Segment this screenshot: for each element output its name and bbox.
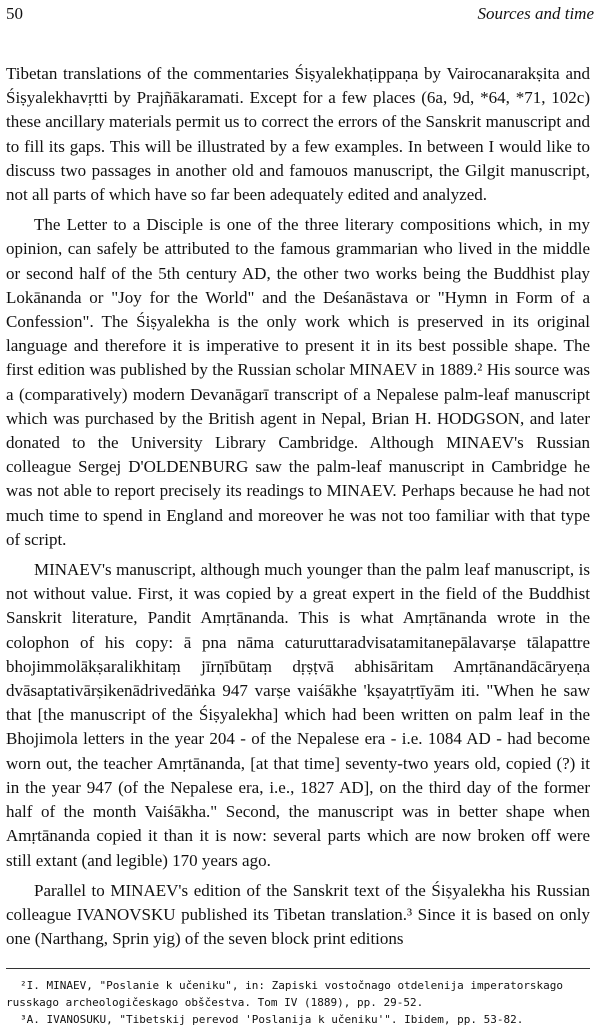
main-text (6, 62, 590, 957)
paragraph-4: Parallel to MINAEV's edition of the Sanskrit text of the Śiṣyalekha his Russian colleague IVANOVSKU published its Tibetan translation.³ Since it is based on only one (Narthang, Sprin yig) of the seven block print editions (6, 880, 590, 949)
footnote-2: ²I. MINAEV, "Poslanie k učeniku", in: Zapiski vostočnago otdelenija imperatorskago russkago archeologičeskago obščestva. Tom IV (1889), pp. 29-52. (6, 979, 564, 1009)
footnote-3: ³A. IVANOSUKU, "Tibetskij perevod 'Poslanija k učeniku'". Ibidem, pp. 53-82. (20, 1013, 524, 1026)
page-header (6, 4, 594, 24)
page-number: 50 (6, 4, 23, 23)
paragraph-1: Tibetan translations of the commentaries Śiṣyalekhaṭippaṇa by Vairocanarakṣita and Śiṣyalekhavṛtti by Prajñākaramati. Except for a few places (6a, 9d, *64, *71, 102c) these ancillary materials permit us to correct the errors of the Sanskrit manuscript and to fill its gaps. This will be illustrated by a few examples. In between I would like to discuss two passages in another old and famouos manuscript, the Gilgit manuscript, not all parts of which have so far been adequately edited and analyzed. (6, 64, 590, 205)
footnotes (6, 968, 590, 1028)
paragraph-2: The Letter to a Disciple is one of the three literary compositions which, in my opinion, can safely be attributed to the famous grammarian who lived in the middle or second half of the 5th century AD, the other two works being the Buddhist play Lokānanda or "Joy for the World" and the Deśanāstava or "Hymn in Form of a Confession". The Śiṣyalekha is the only work which is preserved in its original language and therefore it is imperative to present it in its best possible shape. The first edition was published by the Russian scholar MINAEV in 1889.² His source was a (comparatively) modern Devanāgarī transcript of a Nepalese palm-leaf manuscript which was purchased by the British agent in Nepal, Brian H. HODGSON, and later donated to the University Library Cambridge. Although MINAEV's Russian colleague Sergej D'OLDENBURG saw the palm-leaf manuscript in Cambridge he was not able to report precisely its readings to MINAEV. Perhaps because he had not much time to spend in England and moreover he was not too familiar with that type of script. (6, 215, 590, 549)
running-title: Sources and time (477, 4, 594, 23)
paragraph-3: MINAEV's manuscript, although much younger than the palm leaf manuscript, is not without value. First, it was copied by a great expert in the field of the Buddhist Sanskrit literature, Pandit Amṛtānanda. This is what Amṛtānanda wrote in the colophon of his copy: ā pna nāma caturuttaradvisatamitanepālavarṣe tālapattre bhojimmolākṣaralikhitaṃ jīrṇībūtaṃ dṛṣṭvā abhisāritam Amṛtānandācāryeṇa dvāsaptativārṣikenādrivedāṅka 947 varṣe vaiśākhe 'kṣayatṛtīyām iti. "When he saw that [the manuscript of the Śiṣyalekha] which had been written on palm leaf in the Bhojimola letters in the year 204 - of the Nepalese era - i.e. 1084 AD - had become worn out, the teacher Amṛtānanda, [at that time] seventy-two years old, copied (?) it in the year 947 (of the Nepalese era, i.e., 1827 AD], on the third day of the former half of the month Vaiśākha." Second, the manuscript was in better shape when Amṛtānanda copied it than it is now: several parts which are now broken off were still extant (and legible) 170 years ago. (6, 560, 590, 870)
